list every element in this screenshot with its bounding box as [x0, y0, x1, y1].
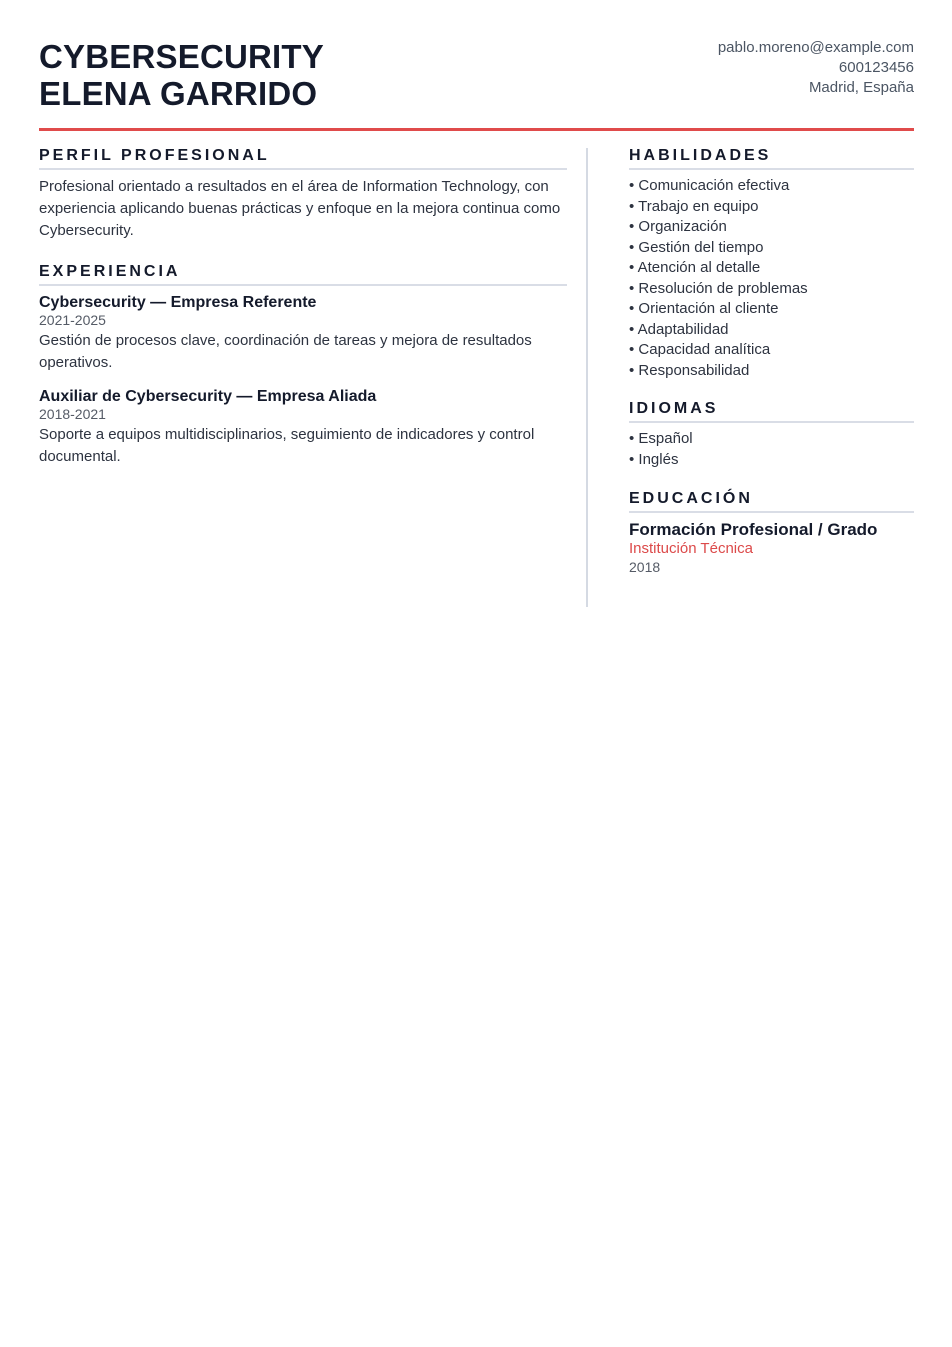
job-entry — [39, 387, 567, 468]
skill-item: • Capacidad analítica — [629, 340, 914, 361]
experience-section — [39, 263, 567, 468]
skills-list — [629, 176, 914, 381]
language-item: • Español — [629, 429, 914, 450]
resume-page — [39, 0, 914, 575]
job-dates: 2018-2021 — [39, 406, 106, 422]
languages-section — [629, 400, 914, 470]
education-degree: Formación Profesional / Grado — [629, 520, 878, 539]
right-column — [629, 147, 914, 577]
skill-item: • Orientación al cliente — [629, 299, 914, 320]
name-line-person: ELENA GARRIDO — [39, 75, 318, 112]
section-title-education: EDUCACIÓN — [629, 490, 914, 513]
skill-item: • Atención al detalle — [629, 258, 914, 279]
section-title-languages: IDIOMAS — [629, 400, 914, 423]
skill-item: • Trabajo en equipo — [629, 197, 914, 218]
name-line-title: CYBERSECURITY — [39, 38, 324, 75]
left-column — [39, 147, 567, 468]
section-title-experience: EXPERIENCIA — [39, 263, 567, 286]
section-title-skills: HABILIDADES — [629, 147, 914, 170]
skill-item: • Resolución de problemas — [629, 279, 914, 300]
skill-item: • Organización — [629, 217, 914, 238]
job-description: Gestión de procesos clave, coordinación de tareas y mejora de resultados operativos. — [39, 332, 532, 371]
skill-item: • Responsabilidad — [629, 361, 914, 382]
section-title-profile: PERFIL PROFESIONAL — [39, 147, 567, 170]
contact-phone: 600123456 — [838, 59, 914, 76]
contact-info — [718, 38, 914, 98]
job-title: Cybersecurity — Empresa Referente — [39, 294, 317, 311]
education-year: 2018 — [629, 559, 661, 575]
skill-item: • Comunicación efectiva — [629, 176, 914, 197]
education-institution: Institución Técnica — [629, 540, 753, 557]
skills-section — [629, 147, 914, 381]
profile-text: Profesional orientado a resultados en el área de Information Technology, con experiencia aplicando buenas prácticas y enfoque en la mejora continua como Cybersecurity. — [39, 178, 561, 239]
profile-section — [39, 147, 567, 242]
skill-item: • Gestión del tiempo — [629, 238, 914, 259]
skill-item: • Adaptabilidad — [629, 320, 914, 341]
contact-email: pablo.moreno@example.com — [717, 39, 914, 56]
candidate-name — [39, 38, 324, 112]
job-description: Soporte a equipos multidisciplinarios, seguimiento de indicadores y control documental. — [39, 426, 535, 465]
resume-header — [39, 0, 914, 131]
job-dates: 2021-2025 — [39, 312, 106, 328]
column-divider — [586, 148, 588, 607]
job-title: Auxiliar de Cybersecurity — Empresa Aliada — [39, 388, 377, 405]
education-section — [629, 490, 914, 577]
job-entry — [39, 293, 567, 374]
languages-list — [629, 429, 914, 470]
contact-location: Madrid, España — [808, 79, 914, 96]
language-item: • Inglés — [629, 450, 914, 471]
header-accent-rule — [39, 128, 914, 131]
